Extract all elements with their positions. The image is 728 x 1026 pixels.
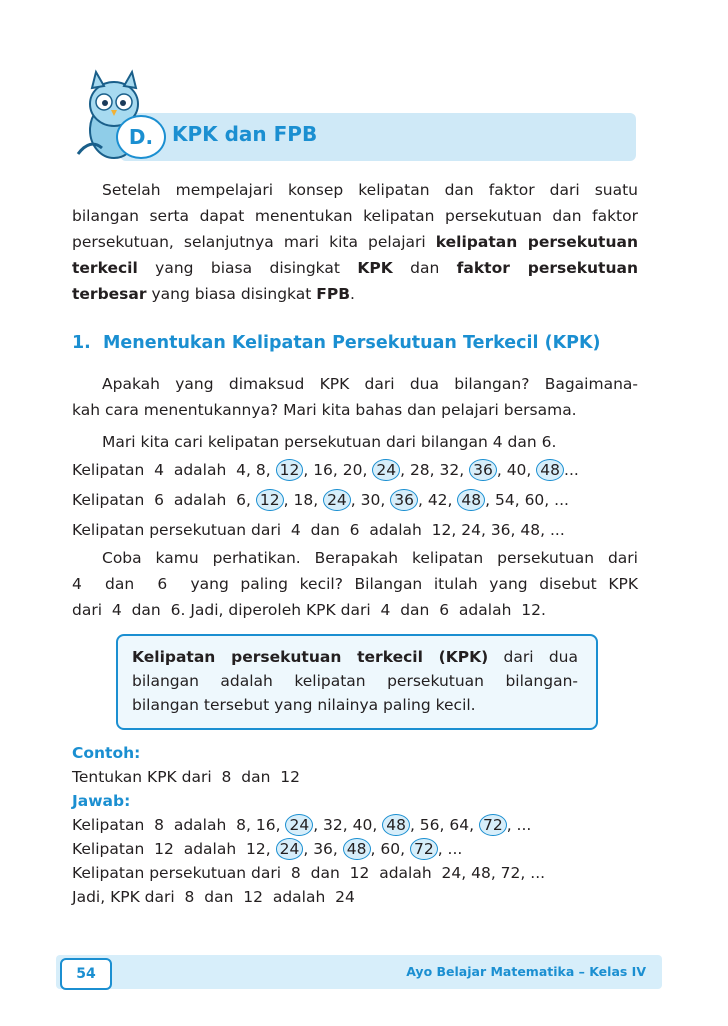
common-multiples: Kelipatan persekutuan dari 4 dan 6 adalah 12, 24, 36, 48, ... bbox=[72, 521, 565, 539]
example-label: Contoh: bbox=[72, 744, 141, 762]
multiples-of-4: Kelipatan 4 adalah 4, 8, 12 , 16, 20, 24 , 28, 32, 36 , 40, 48 ... bbox=[72, 461, 579, 479]
multiples-of-6: Kelipatan 6 adalah 6, 12 , 18, 24 , 30, 36 , 42, 48 , 54, 60, ... bbox=[72, 491, 569, 509]
section-title: KPK dan FPB bbox=[172, 122, 318, 146]
definition-line: bilangan adalah kelipatan persekutuan bilangan- bbox=[132, 672, 578, 690]
intro-line: terkecil yang biasa disingkat KPK dan faktor persekutuan bbox=[72, 259, 638, 277]
text-line: Apakah yang dimaksud KPK dari dua bilangan? Bagaimana- bbox=[102, 375, 638, 393]
multiples-of-12: Kelipatan 12 adalah 12, 24 , 36, 48 , 60, 72 , ... bbox=[72, 840, 463, 858]
intro-line: terbesar yang biasa disingkat FPB. bbox=[72, 285, 355, 303]
text-line: Coba kamu perhatikan. Berapakah kelipatan persekutuan dari bbox=[102, 549, 638, 567]
text-line: dari 4 dan 6. Jadi, diperoleh KPK dari 4 dan 6 adalah 12. bbox=[72, 601, 546, 619]
example-common-multiples: Kelipatan persekutuan dari 8 dan 12 adalah 24, 48, 72, ... bbox=[72, 864, 546, 882]
example-section bbox=[72, 741, 638, 909]
definition-text bbox=[132, 645, 578, 717]
section-letter: D. bbox=[128, 125, 154, 149]
definition-line: bilangan tersebut yang nilainya paling kecil. bbox=[132, 696, 476, 714]
intro-paragraph bbox=[72, 177, 638, 307]
answer-label: Jawab: bbox=[72, 792, 131, 810]
definition-line: Kelipatan persekutuan terkecil (KPK) dari dua bbox=[132, 648, 578, 666]
multiples-of-8: Kelipatan 8 adalah 8, 16, 24 , 32, 40, 48 , 56, 64, 72 , ... bbox=[72, 816, 532, 834]
intro-line: bilangan serta dapat menentukan kelipatan persekutuan dan faktor bbox=[72, 207, 638, 225]
example-question: Tentukan KPK dari 8 dan 12 bbox=[72, 768, 300, 786]
intro-line: Setelah mempelajari konsep kelipatan dan faktor dari suatu bbox=[102, 181, 638, 199]
text-line: kah cara menentukannya? Mari kita bahas dan pelajari bersama. bbox=[72, 401, 577, 419]
subheading: 1. Menentukan Kelipatan Persekutuan Terkecil (KPK) bbox=[72, 333, 601, 353]
kpk-explanation bbox=[72, 371, 638, 623]
text-line: 4 dan 6 yang paling kecil? Bilangan itulah yang disebut KPK bbox=[72, 575, 638, 593]
text-line: Mari kita cari kelipatan persekutuan dari bilangan 4 dan 6. bbox=[102, 433, 557, 451]
book-title: Ayo Belajar Matematika – Kelas IV bbox=[406, 964, 646, 979]
intro-line: persekutuan, selanjutnya mari kita pelajari kelipatan persekutuan bbox=[72, 233, 638, 251]
section-letter-badge bbox=[116, 115, 166, 159]
page-number: 54 bbox=[60, 958, 112, 990]
example-conclusion: Jadi, KPK dari 8 dan 12 adalah 24 bbox=[72, 888, 355, 906]
